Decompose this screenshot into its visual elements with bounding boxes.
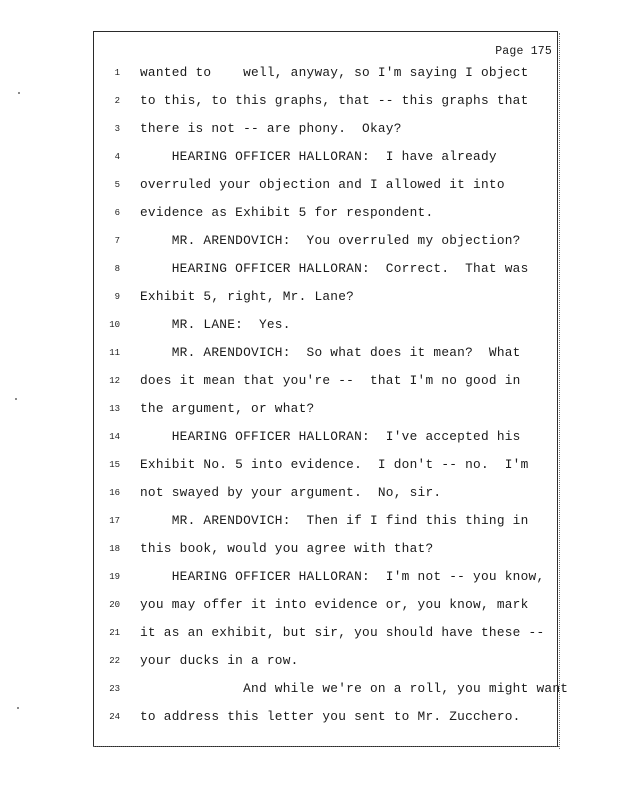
line-text: you may offer it into evidence or, you know, mark <box>140 597 529 612</box>
line-number: 14 <box>109 432 120 442</box>
line-number: 3 <box>114 124 120 134</box>
transcript-line <box>93 343 553 363</box>
scan-speck <box>18 92 20 94</box>
transcript-line <box>93 455 553 475</box>
line-number: 22 <box>109 656 120 666</box>
transcript-line <box>93 315 553 335</box>
transcript-line <box>93 91 553 111</box>
line-number: 15 <box>109 460 120 470</box>
line-text: there is not -- are phony. Okay? <box>140 121 402 136</box>
transcript-line <box>93 231 553 251</box>
line-number: 21 <box>109 628 120 638</box>
transcript-line <box>93 259 553 279</box>
line-text: the argument, or what? <box>140 401 315 416</box>
line-text: HEARING OFFICER HALLORAN: I'm not -- you know, <box>140 569 545 584</box>
transcript-line <box>93 175 553 195</box>
line-text: MR. ARENDOVICH: Then if I find this thing in <box>140 513 529 528</box>
line-number: 16 <box>109 488 120 498</box>
line-text: And while we're on a roll, you might want <box>140 681 569 696</box>
transcript-line <box>93 567 553 587</box>
line-text: your ducks in a row. <box>140 653 299 668</box>
line-text: it as an exhibit, but sir, you should have these -- <box>140 625 545 640</box>
transcript-line <box>93 539 553 559</box>
line-number: 8 <box>114 264 120 274</box>
line-text: this book, would you agree with that? <box>140 541 434 556</box>
line-number: 17 <box>109 516 120 526</box>
line-number: 9 <box>114 292 120 302</box>
transcript-line <box>93 679 569 699</box>
line-number: 6 <box>114 208 120 218</box>
transcript-line <box>93 651 553 671</box>
line-text: MR. ARENDOVICH: So what does it mean? What <box>140 345 521 360</box>
page-number: Page 175 <box>495 45 552 58</box>
transcript-line <box>93 483 553 503</box>
line-text: does it mean that you're -- that I'm no good in <box>140 373 521 388</box>
transcript-line <box>93 203 553 223</box>
line-number: 2 <box>114 96 120 106</box>
line-number: 20 <box>109 600 120 610</box>
transcript-line <box>93 287 553 307</box>
page-edge-right <box>559 33 562 749</box>
transcript-line <box>93 119 553 139</box>
transcript-line <box>93 707 553 727</box>
scan-speck <box>17 707 19 709</box>
transcript-line <box>93 511 553 531</box>
transcript-line <box>93 63 553 83</box>
transcript-line <box>93 427 553 447</box>
page-edge-bottom <box>93 746 559 750</box>
line-number: 11 <box>109 348 120 358</box>
line-number: 4 <box>114 152 120 162</box>
line-text: wanted to well, anyway, so I'm saying I object <box>140 65 529 80</box>
line-text: not swayed by your argument. No, sir. <box>140 485 442 500</box>
line-number: 7 <box>114 236 120 246</box>
line-number: 23 <box>109 684 120 694</box>
line-text: Exhibit 5, right, Mr. Lane? <box>140 289 355 304</box>
line-text: MR. ARENDOVICH: You overruled my objection? <box>140 233 521 248</box>
line-number: 13 <box>109 404 120 414</box>
line-text: HEARING OFFICER HALLORAN: Correct. That was <box>140 261 529 276</box>
transcript-line <box>93 595 553 615</box>
line-text: to address this letter you sent to Mr. Zucchero. <box>140 709 521 724</box>
line-number: 10 <box>109 320 120 330</box>
line-text: HEARING OFFICER HALLORAN: I've accepted his <box>140 429 521 444</box>
transcript-line <box>93 371 553 391</box>
scan-speck <box>15 398 17 400</box>
line-number: 18 <box>109 544 120 554</box>
line-text: overruled your objection and I allowed it into <box>140 177 505 192</box>
line-text: to this, to this graphs, that -- this graphs that <box>140 93 529 108</box>
line-text: Exhibit No. 5 into evidence. I don't -- no. I'm <box>140 457 529 472</box>
transcript-line <box>93 399 553 419</box>
line-text: HEARING OFFICER HALLORAN: I have already <box>140 149 497 164</box>
transcript-line <box>93 147 553 167</box>
line-text: evidence as Exhibit 5 for respondent. <box>140 205 434 220</box>
line-number: 19 <box>109 572 120 582</box>
line-number: 24 <box>109 712 120 722</box>
line-number: 1 <box>114 68 120 78</box>
line-number: 5 <box>114 180 120 190</box>
transcript-line <box>93 623 553 643</box>
line-number: 12 <box>109 376 120 386</box>
line-text: MR. LANE: Yes. <box>140 317 291 332</box>
